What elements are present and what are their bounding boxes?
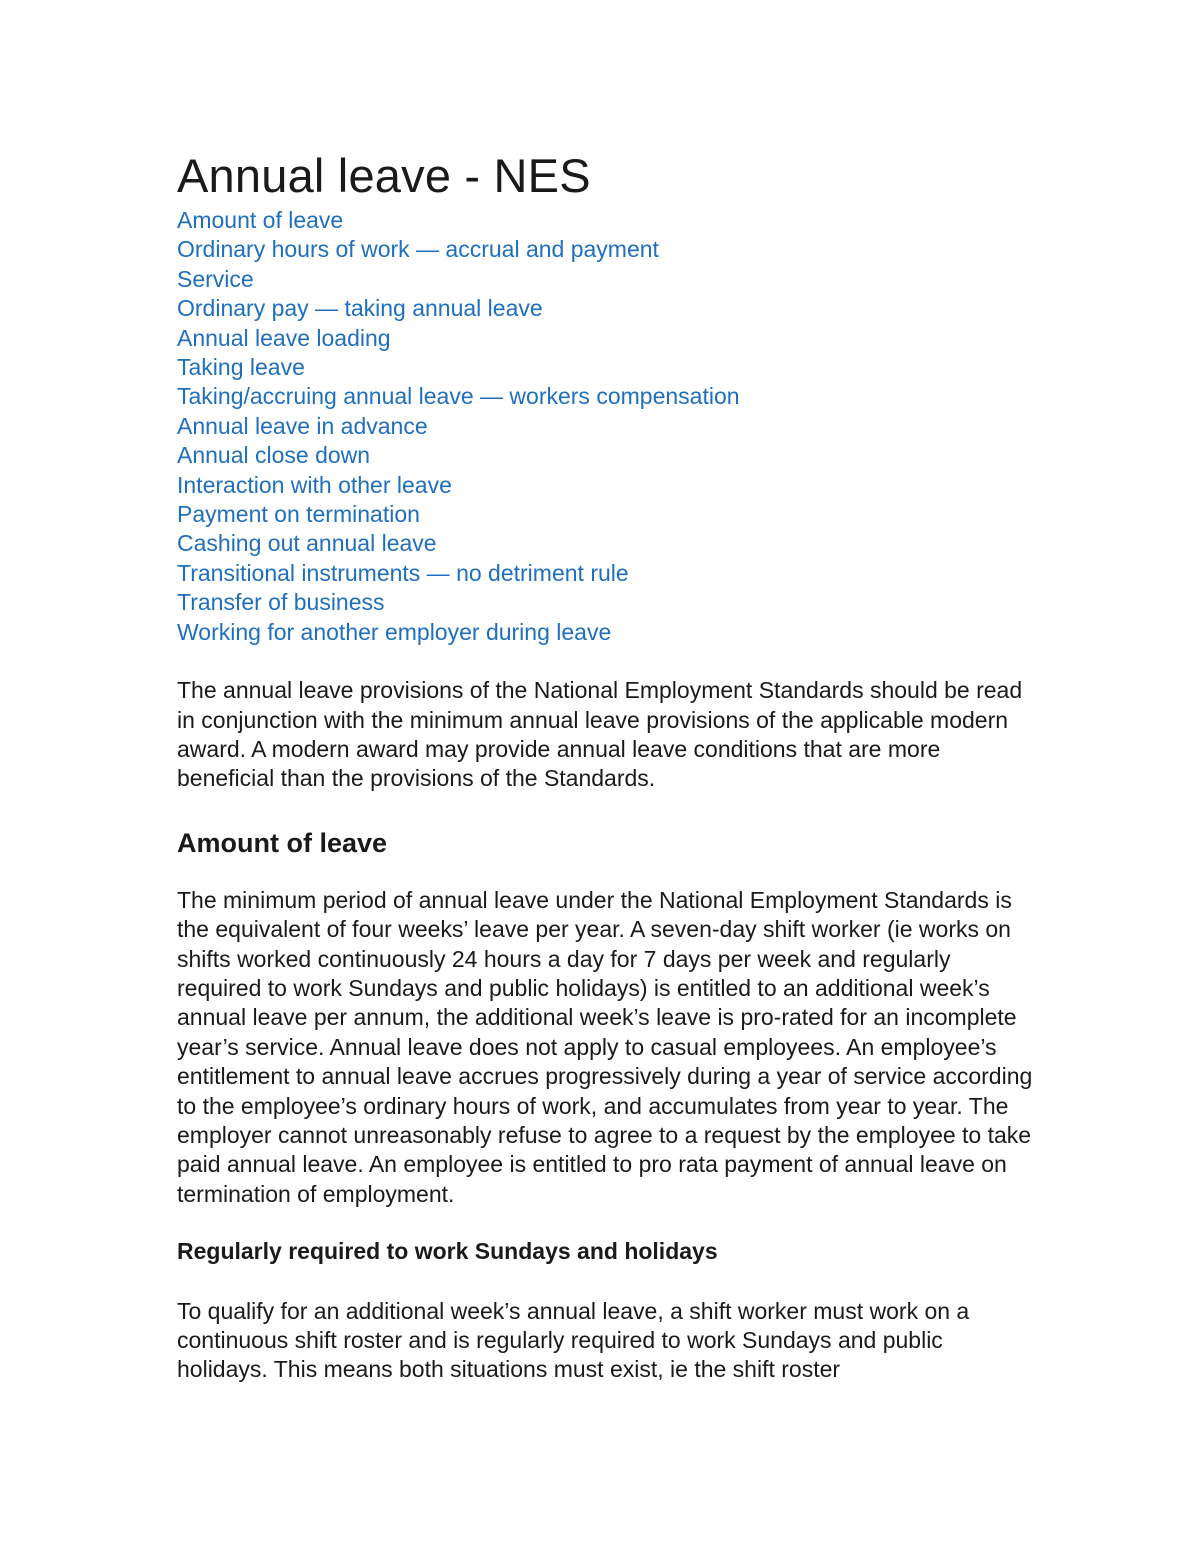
toc-link-annual-leave-loading[interactable]: Annual leave loading	[177, 324, 391, 351]
document-title: Annual leave - NES	[177, 149, 591, 202]
section-heading-amount-of-leave: Amount of leave	[177, 827, 388, 858]
toc-item[interactable]	[177, 353, 1037, 382]
toc-item[interactable]	[177, 324, 1037, 353]
toc-item[interactable]	[177, 559, 1037, 588]
toc-item[interactable]	[177, 471, 1037, 500]
toc-link-interaction-other-leave[interactable]: Interaction with other leave	[177, 471, 452, 498]
toc-link-another-employer[interactable]: Working for another employer during leave	[177, 618, 612, 645]
toc-link-ordinary-hours[interactable]: Ordinary hours of work — accrual and payment	[177, 236, 659, 263]
toc-link-transfer-of-business[interactable]: Transfer of business	[177, 589, 385, 616]
toc-item[interactable]	[177, 412, 1037, 441]
toc-item[interactable]	[177, 529, 1037, 558]
toc-link-service[interactable]: Service	[177, 265, 254, 292]
amount-of-leave-paragraph: The minimum period of annual leave under the National Employment Standards is the equivalent of four weeks’ leave per year. A seven-day shift worker (ie works on shifts worked continuously 24 hours a day for 7 days per week and regularly required to work Sundays and public holidays) is entitled to an additional week’s annual leave per annum, the additional week’s leave is pro-rated for an incomplete year’s service. Annual leave does not apply to casual employees. An employee’s entitlement to annual leave accrues progressively during a year of service according to the employee’s ordinary hours of work, and accumulates from year to year. The employer cannot unreasonably refuse to agree to a request by the employee to take paid annual leave. An employee is entitled to pro rata payment of annual leave on termination of employment.	[177, 886, 1033, 1207]
toc-item[interactable]	[177, 235, 1037, 264]
toc-link-payment-on-termination[interactable]: Payment on termination	[177, 501, 420, 528]
section-heading-sundays-holidays: Regularly required to work Sundays and holidays	[177, 1238, 718, 1265]
sundays-holidays-paragraph: To qualify for an additional week’s annual leave, a shift worker must work on a continuous shift roster and is regularly required to work Sundays and public holidays. This means both situations must exist, ie the shift roster	[177, 1297, 970, 1383]
toc-item[interactable]	[177, 206, 1037, 235]
toc-link-leave-in-advance[interactable]: Annual leave in advance	[177, 412, 428, 439]
table-of-contents	[177, 206, 1037, 647]
toc-link-taking-leave[interactable]: Taking leave	[177, 354, 305, 381]
toc-item[interactable]	[177, 588, 1037, 617]
toc-item[interactable]	[177, 265, 1037, 294]
toc-link-annual-close-down[interactable]: Annual close down	[177, 442, 371, 469]
toc-link-workers-compensation[interactable]: Taking/accruing annual leave — workers compensation	[177, 383, 740, 410]
intro-paragraph: The annual leave provisions of the National Employment Standards should be read in conjunction with the minimum annual leave provisions of the applicable modern award. A modern award may provide annual leave conditions that are more beneficial than the provisions of the Standards.	[177, 677, 1023, 792]
toc-item[interactable]	[177, 441, 1037, 470]
document-page	[177, 148, 1037, 1385]
toc-item[interactable]	[177, 294, 1037, 323]
toc-item[interactable]	[177, 382, 1037, 411]
toc-link-amount-of-leave[interactable]: Amount of leave	[177, 207, 344, 233]
toc-item[interactable]	[177, 618, 1037, 647]
toc-link-cashing-out[interactable]: Cashing out annual leave	[177, 530, 437, 557]
toc-item[interactable]	[177, 500, 1037, 529]
toc-link-ordinary-pay[interactable]: Ordinary pay — taking annual leave	[177, 295, 543, 322]
toc-link-transitional-instruments[interactable]: Transitional instruments — no detriment rule	[177, 559, 629, 586]
